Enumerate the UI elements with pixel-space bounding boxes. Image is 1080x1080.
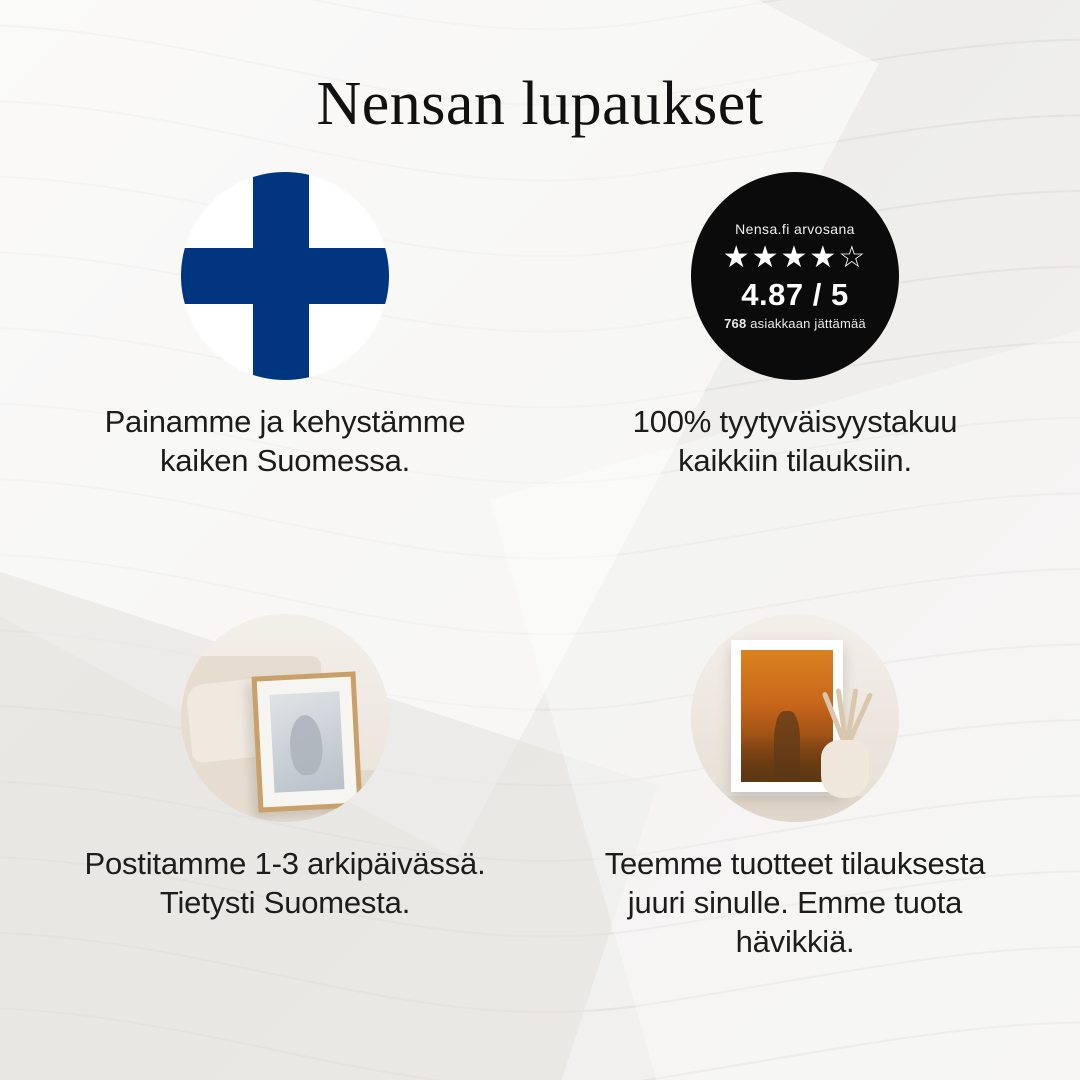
photo-frame-mat xyxy=(257,677,357,808)
photo-artwork xyxy=(269,691,344,793)
flag-vertical-bar xyxy=(253,172,309,380)
finland-flag-icon xyxy=(181,172,389,380)
rating-score: 4.87 / 5 xyxy=(741,277,849,313)
page-title: Nensan lupaukset xyxy=(316,70,764,138)
promise-caption: 100% tyytyväisyystakuu kaikkiin tilauksiin. xyxy=(632,404,958,479)
promise-caption: Painamme ja kehystämme kaiken Suomessa. xyxy=(104,404,466,479)
star-rating-icon: ★★★★☆ xyxy=(722,241,868,275)
promise-card-shipping xyxy=(40,614,530,1050)
photo-dried-stems xyxy=(815,680,873,748)
promise-caption: Teemme tuotteet tilauksesta juuri sinulle. Emme tuota hävikkiä. xyxy=(604,846,986,960)
promise-caption: Postitamme 1-3 arkipäivässä. Tietysti Suomesta. xyxy=(84,846,486,921)
promise-card-made-to-order xyxy=(550,614,1040,1050)
promise-card-made-in-finland xyxy=(40,172,530,608)
reviews-suffix: asiakkaan jättämää xyxy=(746,316,866,332)
photo-autumn-print-vase xyxy=(691,614,899,822)
reviews-number: 768 xyxy=(724,316,747,332)
promise-card-satisfaction-guarantee xyxy=(550,172,1040,608)
rating-reviews-count xyxy=(724,316,866,331)
rating-badge xyxy=(691,172,899,380)
photo-vase xyxy=(821,740,869,798)
photo-framed-print-sofa xyxy=(181,614,389,822)
photo-picture-frame xyxy=(252,671,363,812)
promises-grid xyxy=(40,172,1040,1050)
rating-badge-source: Nensa.fi arvosana xyxy=(735,221,855,238)
photo-floor xyxy=(691,796,899,822)
